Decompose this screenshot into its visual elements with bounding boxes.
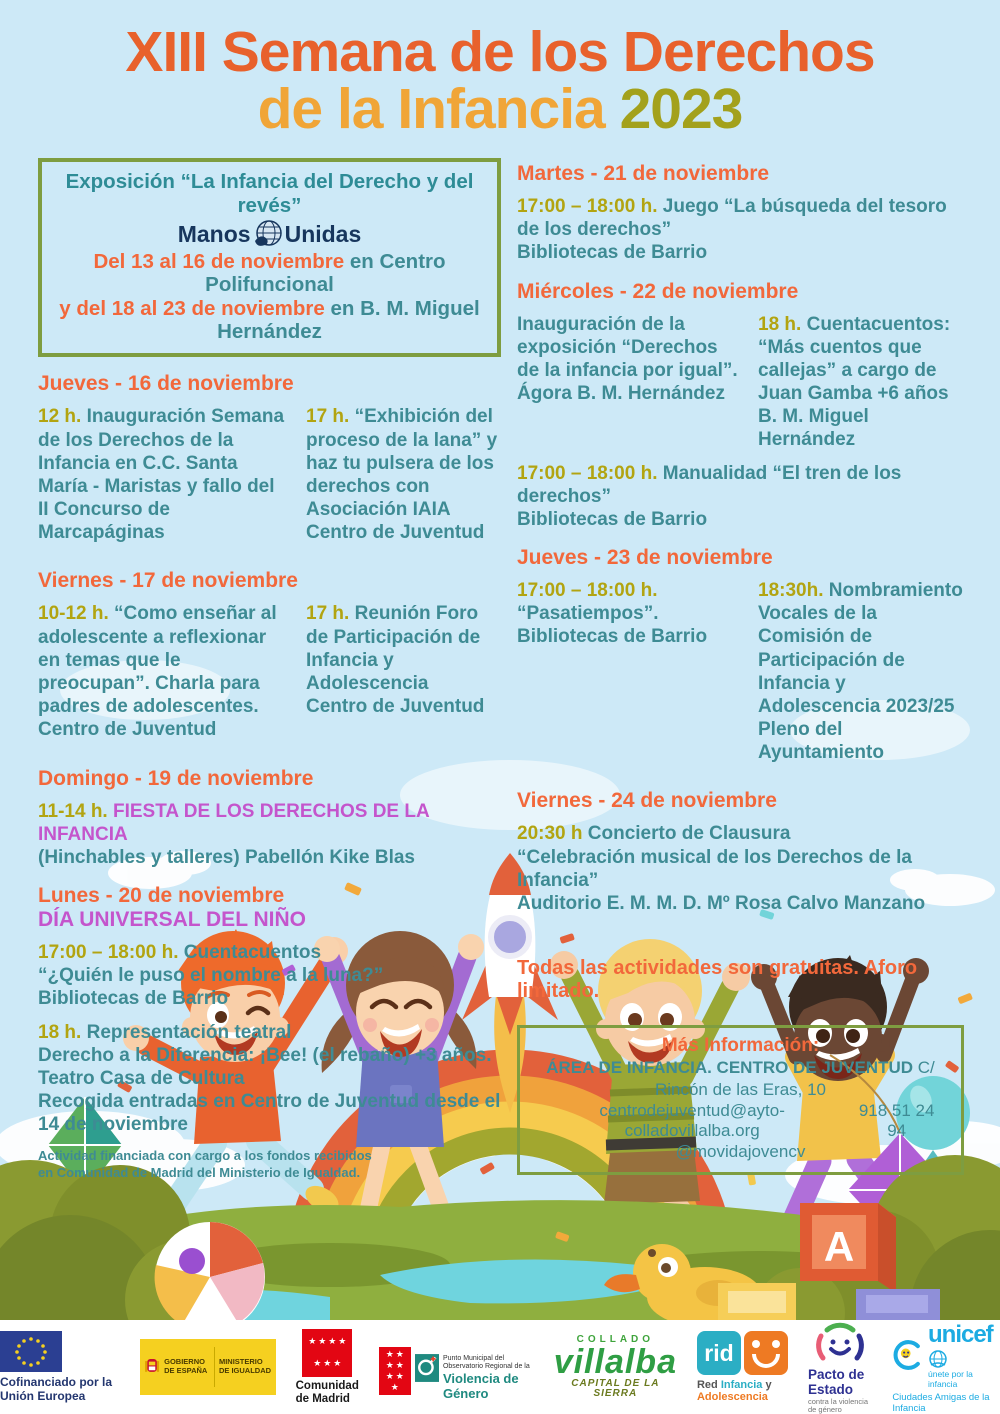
- fiesta-highlight: FIESTA DE LOS DERECHOS DE LA INFANCIA: [38, 800, 429, 845]
- unicef-name-label: unicef: [928, 1320, 993, 1348]
- events-row: [38, 602, 501, 751]
- universal-childrens-day: DÍA UNIVERSAL DEL NIÑO: [38, 908, 306, 932]
- event: 17 h. Reunión Foro de Participación de Infancia y Adolescencia Centro de Juventud: [306, 603, 485, 718]
- eu-label: Cofinanciado por la Unión Europea: [0, 1374, 113, 1403]
- info-phone: 918 51 24 94: [858, 1101, 935, 1141]
- info-heading: Más Información:: [661, 1035, 820, 1057]
- gobierno-espana-logo: [140, 1339, 276, 1395]
- rid-smile-icon: [744, 1331, 788, 1375]
- day-header-22nov: Miércoles - 22 de noviembre: [517, 279, 799, 303]
- info-address: ÁREA DE INFANCIA. CENTRO DE JUVENTUD C/ Rincón de las Eras, 10: [546, 1058, 935, 1100]
- pacto-estado-logo: [808, 1320, 872, 1414]
- event: 17:00 – 18:00 h. Juego “La búsqueda del tesoro de los derechos” Bibliotecas de Barrio: [517, 196, 947, 264]
- violencia-small-label: Punto Municipal del Observatorio Regional de la: [442, 1354, 530, 1370]
- eu-logo: [0, 1331, 120, 1404]
- title-line2: de la Infancia 2023: [257, 77, 743, 141]
- event: 17 h. “Exhibición del proceso de la lana” y haz tu pulsera de los derechos con Asociación IAIA Centro de Juventud: [306, 406, 498, 544]
- violencia-big-label: Violencia de Género: [442, 1371, 519, 1402]
- violencia-labels: [443, 1333, 534, 1402]
- schedule-left-column: [38, 158, 501, 1194]
- unicef-tag-label: únete por la infancia: [928, 1368, 973, 1389]
- rid-label: Red Infancia y Adolescencia: [696, 1379, 772, 1403]
- event: 18 h. Cuentacuentos: “Más cuentos que callejas” a cargo de Juan Gamba +6 años B. M. Miguel Hernández: [758, 313, 951, 451]
- madrid-label: Comunidad de Madrid: [295, 1379, 359, 1405]
- madrid-flag-icon: ★ ★ ★ ★ ★ ★ ★: [302, 1329, 352, 1377]
- observatorio-icon: [415, 1345, 439, 1391]
- ministerio-label: MINISTERIO DE IGUALDAD: [218, 1357, 272, 1375]
- pacto-circle-icon: [813, 1320, 867, 1368]
- collado-villalba-logo: [554, 1335, 677, 1399]
- madrid-flag-icon: ★ ★ ★ ★ ★ ★ ★: [379, 1347, 411, 1395]
- page-title: [0, 20, 1000, 141]
- block-letter: A: [823, 1223, 855, 1270]
- spain-coat-of-arms-icon: [144, 1348, 160, 1386]
- expo-dates-2: y del 18 al 23 de noviembre en B. M. Miguel Hernández: [59, 296, 480, 344]
- gobierno-label: GOBIERNO DE ESPAÑA: [164, 1357, 208, 1375]
- unicef-sub-label: Ciudades Amigas de la Infancia: [892, 1391, 990, 1414]
- day-header-24nov: Viernes - 24 de noviembre: [517, 789, 777, 813]
- expo-box: [38, 158, 501, 357]
- event: 10-12 h. “Como enseñar al adolescente a reflexionar en temas que le preocupan”. Charla para padres de adolescentes. Centro de Juventud: [38, 603, 277, 741]
- globe-hand-icon: [251, 219, 285, 249]
- event: 18:30h. Nombramiento Vocales de la Comisión de Participación de Infancia y Adolescencia 2023/25 Pleno del Ayuntamiento: [758, 580, 963, 764]
- event: Inauguración de la exposición “Derechos de la infancia por igual”. Ágora B. M. Hernández: [517, 313, 738, 405]
- footer-logos: [0, 1320, 1000, 1414]
- rid-abbr: rid: [697, 1331, 741, 1375]
- events-row: [38, 405, 501, 554]
- ciudades-amigas-icon: [892, 1336, 923, 1374]
- unicef-logo: [892, 1321, 1000, 1414]
- free-activities-note: Todas las actividades son gratuitas. Aforo limitado.: [517, 957, 918, 1003]
- comunidad-madrid-logo: [296, 1329, 359, 1405]
- event: 17:00 – 18:00 h. Cuentacuentos “¿Quién le puso el nombre a la luna?” Bibliotecas de Barrio: [38, 942, 384, 1010]
- day-header-19nov: Domingo - 19 de noviembre: [38, 766, 314, 790]
- day-header-23nov: Jueves - 23 de noviembre: [517, 546, 773, 570]
- event: 12 h. Inauguración Semana de los Derechos de la Infancia en C.C. Santa María - Maristas y fallo del II Concurso de Marcapáginas: [38, 406, 285, 544]
- info-email: centrodejuventud@ayto-colladovillalba.org: [599, 1101, 785, 1141]
- funding-note: Actividad financiada con cargo a los fondos recibidos en Comunidad de Madrid del Ministerio de Igualdad.: [38, 1148, 372, 1180]
- events-row: [517, 579, 964, 774]
- event: 20:30 h Concierto de Clausura “Celebración musical de los Derechos de la Infancia” Auditorio E. M. M. D. Mº Rosa Calvo Manzano: [517, 823, 926, 914]
- title-year: 2023: [619, 77, 743, 141]
- schedule-right-column: [517, 158, 964, 1194]
- event: 17:00 – 18:00 h. Manualidad “El tren de los derechos” Bibliotecas de Barrio: [517, 462, 902, 530]
- pacto-name-label: Pacto de Estado: [807, 1366, 865, 1397]
- day-header-21nov: Martes - 21 de noviembre: [517, 162, 770, 185]
- violencia-genero-logo: [379, 1333, 534, 1402]
- villalba-sub-label: CAPITAL DE LA SIERRA: [571, 1378, 660, 1399]
- day-header-20nov: Lunes - 20 de noviembre: [38, 884, 285, 908]
- villalba-collado-label: COLLADO: [576, 1334, 655, 1345]
- info-box: [517, 1025, 964, 1175]
- divider: [214, 1347, 215, 1387]
- event: 17:00 – 18:00 h. “Pasatiempos”. Bibliotecas de Barrio: [517, 580, 708, 648]
- expo-dates-1: Del 13 al 16 de noviembre en Centro Polifuncional: [93, 250, 446, 297]
- day-header-16nov: Jueves - 16 de noviembre: [38, 372, 294, 396]
- eu-flag-icon: [0, 1331, 62, 1372]
- rid-icon: [697, 1331, 788, 1375]
- pacto-sub-label: contra la violencia de género: [807, 1396, 869, 1414]
- info-contact: [530, 1101, 951, 1141]
- events-row: [517, 313, 964, 462]
- rid-logo: [697, 1331, 788, 1403]
- event: 18 h. Representación teatral Derecho a la Diferencia: ¡Bee! (el rebaño) +3 años. Teatro Casa de Cultura Recogida entradas en Centro de Juventud desde el 14 de noviembre: [38, 1021, 501, 1136]
- title-line1: XIII Semana de los Derechos: [125, 20, 875, 84]
- day-header-17nov: Viernes - 17 de noviembre: [38, 569, 298, 593]
- info-social: @movidajovencv: [675, 1142, 806, 1162]
- expo-heading: Exposición “La Infancia del Derecho y del revés”: [65, 170, 474, 217]
- schedule: [38, 158, 964, 1194]
- event: 11-14 h. FIESTA DE LOS DERECHOS DE LA INFANCIA (Hinchables y talleres) Pabellón Kike Blas: [38, 800, 429, 868]
- manos-unidas-logo: Manos Unidas: [48, 219, 491, 249]
- unicef-globe-icon: [928, 1349, 948, 1369]
- villalba-name-label: villalba: [553, 1343, 677, 1381]
